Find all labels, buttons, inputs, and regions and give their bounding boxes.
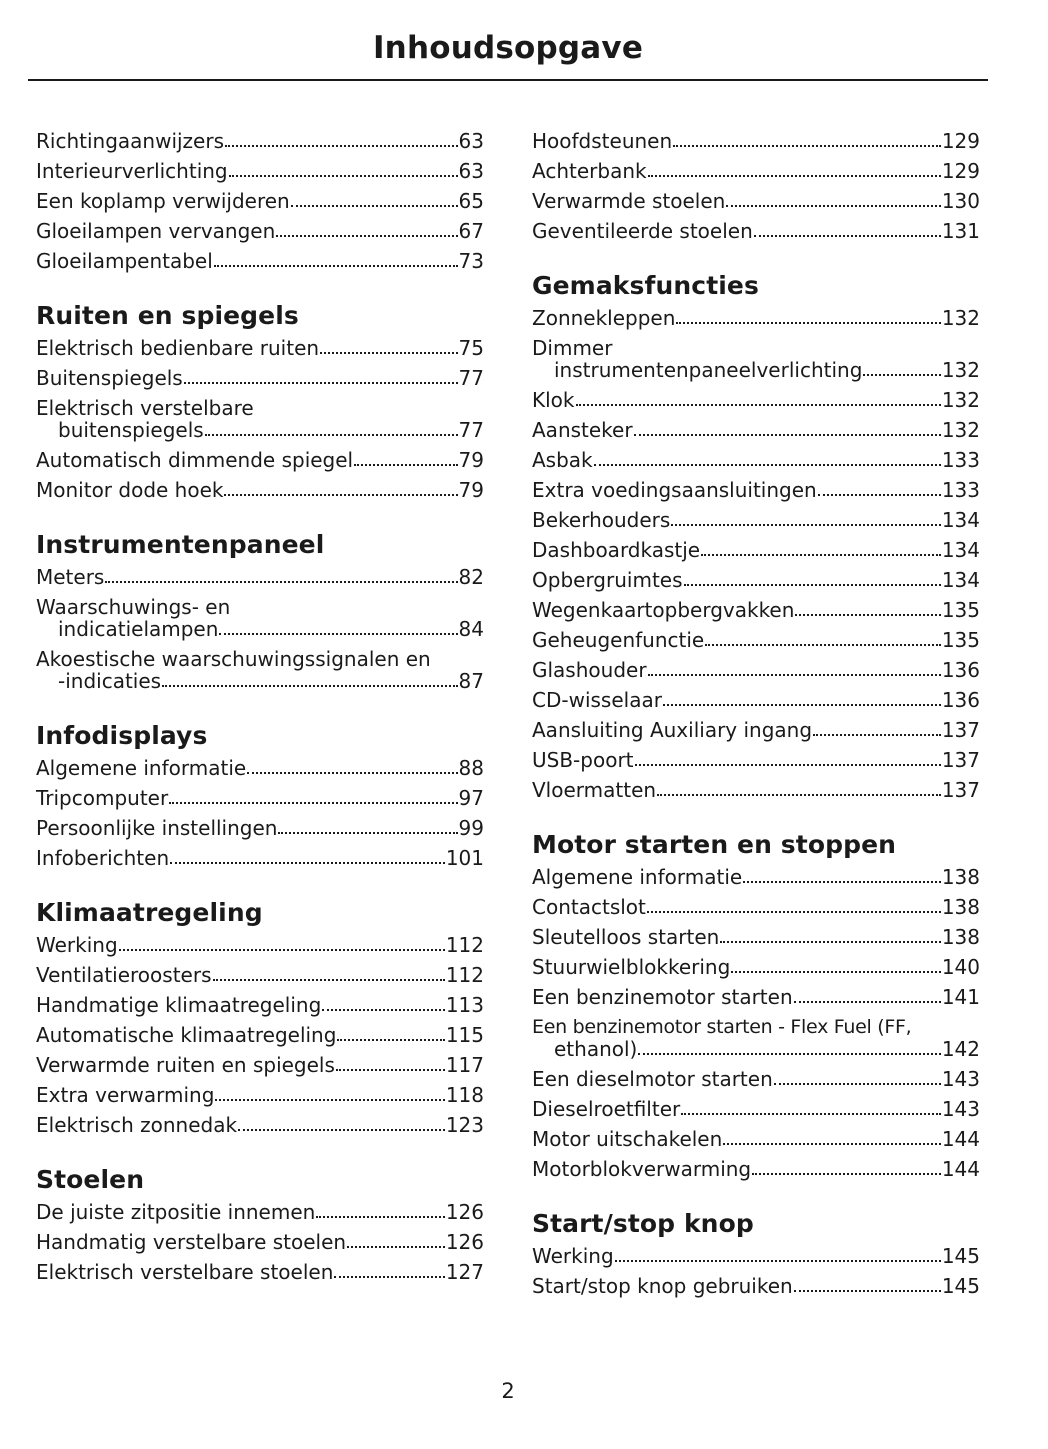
toc-entry[interactable] (532, 415, 980, 445)
entry-page: 127 (445, 1260, 484, 1284)
toc-entry[interactable] (532, 186, 980, 216)
entry-label: Elektrisch verstelbare stoelen (36, 1260, 334, 1284)
entry-label: Handmatige klimaatregeling (36, 993, 322, 1017)
entry-page: 143 (941, 1067, 980, 1091)
entry-page: 135 (941, 598, 980, 622)
entry-label: Wegenkaartopbergvakken (532, 598, 795, 622)
entry-page: 136 (941, 658, 980, 682)
entry-label: Verwarmde stoelen (532, 189, 726, 213)
entry-label: Zonnekleppen (532, 306, 676, 330)
entry-label: Klok (532, 388, 575, 412)
entry-label: Hoofdsteunen (532, 129, 673, 153)
leader-dots (354, 464, 457, 466)
leader-dots (594, 464, 941, 466)
entry-label: Meters (36, 565, 105, 589)
leader-dots (213, 979, 445, 981)
entry-label: Werking (36, 933, 118, 957)
entry-label: Glashouder (532, 658, 647, 682)
entry-label: Automatisch dimmende spiegel (36, 448, 354, 472)
entry-page: 132 (941, 358, 980, 382)
entry-page: 115 (445, 1023, 484, 1047)
toc-entry[interactable] (36, 246, 484, 276)
entry-label: Aansluiting Auxiliary ingang (532, 718, 813, 742)
entry-label-line2: indicatielampen (58, 617, 219, 641)
toc-entry[interactable] (36, 930, 484, 960)
leader-dots (774, 1083, 941, 1085)
section-heading: Infodisplays (36, 721, 208, 750)
section-heading: Stoelen (36, 1165, 145, 1194)
toc-section-ruiten (36, 301, 484, 505)
toc-entry[interactable] (36, 1227, 484, 1257)
entry-label: Dieselroetfilter (532, 1097, 681, 1121)
toc-right-column (532, 126, 980, 1326)
entry-label: Een dieselmotor starten (532, 1067, 773, 1091)
entry-page: 133 (941, 478, 980, 502)
entry-label: De juiste zitpositie innemen (36, 1200, 316, 1224)
entry-label: CD-wisselaar (532, 688, 662, 712)
leader-dots (170, 862, 445, 864)
leader-dots (238, 1129, 445, 1131)
toc-entry[interactable] (36, 783, 484, 813)
toc-entry[interactable] (532, 952, 980, 982)
entry-label: Richtingaanwijzers (36, 129, 224, 153)
entry-label: Extra voedingsaansluitingen (532, 478, 817, 502)
entry-label: Motor uitschakelen (532, 1127, 723, 1151)
leader-dots (705, 644, 941, 646)
toc-section-seats-cont (532, 126, 980, 246)
leader-dots (863, 374, 940, 376)
leader-dots (225, 145, 458, 147)
toc-entry[interactable] (532, 1012, 980, 1064)
section-heading: Motor starten en stoppen (532, 830, 897, 859)
toc-entry[interactable] (36, 592, 484, 644)
toc-section-klimaat (36, 898, 484, 1140)
toc-entry[interactable] (532, 625, 980, 655)
entry-page: 145 (941, 1244, 980, 1268)
toc-entry[interactable] (532, 156, 980, 186)
entry-label: Verwarmde ruiten en spiegels (36, 1053, 335, 1077)
leader-dots (247, 772, 457, 774)
toc-entry[interactable] (532, 685, 980, 715)
entry-page: 134 (941, 538, 980, 562)
entry-page: 63 (458, 129, 484, 153)
entry-label: Stuurwielblokkering (532, 955, 731, 979)
leader-dots (347, 1246, 445, 1248)
toc-section-instrumenten (36, 530, 484, 696)
entry-label: Automatische klimaatregeling (36, 1023, 337, 1047)
entry-page: 112 (445, 963, 484, 987)
entry-page: 77 (458, 366, 484, 390)
toc-left-column (36, 126, 484, 1312)
toc-entry[interactable] (36, 126, 484, 156)
leader-dots (723, 1143, 941, 1145)
entry-page: 73 (458, 249, 484, 273)
entry-label: Persoonlijke instellingen (36, 816, 278, 840)
entry-label: Tripcomputer (36, 786, 169, 810)
leader-dots (336, 1069, 445, 1071)
entry-label: USB-poort (532, 748, 634, 772)
toc-entry[interactable] (36, 813, 484, 843)
entry-page: 135 (941, 628, 980, 652)
toc-entry[interactable] (36, 363, 484, 393)
entry-page: 133 (941, 448, 980, 472)
leader-dots (214, 265, 458, 267)
entry-label: Een koplamp verwijderen (36, 189, 290, 213)
entry-label: Start/stop knop gebruiken (532, 1274, 793, 1298)
entry-label: Bekerhouders (532, 508, 671, 532)
toc-entry[interactable] (36, 644, 484, 696)
toc-section-stoelen (36, 1165, 484, 1287)
leader-dots (647, 911, 941, 913)
toc-entry[interactable] (532, 982, 980, 1012)
toc-entry[interactable] (36, 1050, 484, 1080)
entry-label: Contactslot (532, 895, 646, 919)
leader-dots (316, 1216, 444, 1218)
entry-label: Elektrisch bedienbare ruiten (36, 336, 320, 360)
leader-dots (634, 434, 941, 436)
toc-entry[interactable] (36, 1257, 484, 1287)
entry-page: 101 (445, 846, 484, 870)
page-number: 2 (501, 1379, 515, 1403)
leader-dots (673, 145, 941, 147)
entry-page: 126 (445, 1200, 484, 1224)
leader-dots (752, 1173, 941, 1175)
toc-entry[interactable] (532, 475, 980, 505)
toc-entry[interactable] (532, 1271, 980, 1301)
entry-page: 82 (458, 565, 484, 589)
toc-entry[interactable] (36, 475, 484, 505)
leader-dots (291, 205, 458, 207)
entry-page: 145 (941, 1274, 980, 1298)
entry-page: 137 (941, 718, 980, 742)
leader-dots (657, 794, 941, 796)
toc-entry[interactable] (36, 186, 484, 216)
toc-entry[interactable] (532, 655, 980, 685)
entry-page: 126 (445, 1230, 484, 1254)
toc-entry[interactable] (532, 445, 980, 475)
toc-entry[interactable] (36, 562, 484, 592)
leader-dots (635, 764, 941, 766)
toc-entry[interactable] (532, 1241, 980, 1271)
toc-section-infodisplays (36, 721, 484, 873)
toc-entry[interactable] (532, 385, 980, 415)
entry-label: Gloeilampen vervangen (36, 219, 276, 243)
entry-label-line1: Akoestische waarschuwingssignalen en (36, 647, 431, 671)
entry-label-line1: Een benzinemotor starten - Flex Fuel (FF, (532, 1016, 912, 1038)
entry-page: 97 (458, 786, 484, 810)
toc-entry[interactable] (36, 156, 484, 186)
leader-dots (224, 494, 457, 496)
entry-page: 130 (941, 189, 980, 213)
entry-page: 79 (458, 478, 484, 502)
toc-section-lighting (36, 126, 484, 276)
toc-entry[interactable] (36, 333, 484, 363)
toc-entry[interactable] (532, 535, 980, 565)
entry-page: 112 (445, 933, 484, 957)
toc-entry[interactable] (532, 715, 980, 745)
toc-entry[interactable] (532, 216, 980, 246)
page-title: Inhoudsopgave (372, 30, 644, 66)
entry-page: 138 (941, 925, 980, 949)
leader-dots (576, 404, 941, 406)
leader-dots (219, 633, 457, 635)
entry-label: Een benzinemotor starten (532, 985, 793, 1009)
entry-page: 137 (941, 748, 980, 772)
entry-label-line2: ethanol) (554, 1037, 638, 1061)
toc-entry[interactable] (532, 303, 980, 333)
toc-entry[interactable] (36, 445, 484, 475)
entry-page: 117 (445, 1053, 484, 1077)
toc-entry[interactable] (532, 922, 980, 952)
toc-section-gemak (532, 271, 980, 805)
leader-dots (743, 881, 941, 883)
toc-entry[interactable] (532, 1124, 980, 1154)
entry-label: Buitenspiegels (36, 366, 183, 390)
toc-entry[interactable] (532, 1154, 980, 1184)
entry-label-line2: -indicaties (58, 669, 162, 693)
leader-dots (334, 1276, 444, 1278)
entry-label-line1: Waarschuwings- en (36, 595, 231, 619)
toc-entry[interactable] (532, 1094, 980, 1124)
entry-page: 65 (458, 189, 484, 213)
leader-dots (794, 1290, 941, 1292)
entry-page: 75 (458, 336, 484, 360)
entry-label: Achterbank (532, 159, 647, 183)
entry-label: Ventilatieroosters (36, 963, 212, 987)
entry-label: Opbergruimtes (532, 568, 683, 592)
entry-label: Vloermatten (532, 778, 657, 802)
toc-entry[interactable] (36, 393, 484, 445)
entry-page: 118 (445, 1083, 484, 1107)
leader-dots (119, 949, 445, 951)
toc-entry[interactable] (36, 216, 484, 246)
leader-dots (671, 524, 941, 526)
entry-label: Algemene informatie (532, 865, 743, 889)
section-heading: Ruiten en spiegels (36, 301, 299, 330)
entry-page: 137 (941, 778, 980, 802)
entry-page: 144 (941, 1157, 980, 1181)
leader-dots (676, 322, 940, 324)
toc-entry[interactable] (36, 1080, 484, 1110)
leader-dots (648, 175, 941, 177)
entry-label: Handmatig verstelbare stoelen (36, 1230, 347, 1254)
leader-dots (754, 235, 941, 237)
toc-entry[interactable] (36, 1110, 484, 1140)
entry-page: 99 (458, 816, 484, 840)
entry-label: Monitor dode hoek (36, 478, 224, 502)
entry-page: 132 (941, 388, 980, 412)
entry-label: Dashboardkastje (532, 538, 701, 562)
toc-entry[interactable] (36, 960, 484, 990)
leader-dots (169, 802, 457, 804)
toc-entry[interactable] (532, 333, 980, 385)
leader-dots (684, 584, 941, 586)
entry-page: 144 (941, 1127, 980, 1151)
entry-page: 123 (445, 1113, 484, 1137)
leader-dots (615, 1260, 941, 1262)
toc-entry[interactable] (532, 565, 980, 595)
entry-page: 138 (941, 865, 980, 889)
toc-entry[interactable] (532, 126, 980, 156)
entry-page: 88 (458, 756, 484, 780)
leader-dots (648, 674, 941, 676)
leader-dots (205, 434, 458, 436)
entry-page: 77 (458, 418, 484, 442)
toc-section-motor (532, 830, 980, 1184)
entry-page: 136 (941, 688, 980, 712)
entry-page: 87 (458, 669, 484, 693)
entry-page: 134 (941, 508, 980, 532)
leader-dots (322, 1009, 445, 1011)
leader-dots (795, 614, 940, 616)
leader-dots (701, 554, 941, 556)
entry-page: 113 (445, 993, 484, 1017)
entry-page: 67 (458, 219, 484, 243)
toc-entry[interactable] (36, 753, 484, 783)
entry-page: 84 (458, 617, 484, 641)
toc-entry[interactable] (36, 1020, 484, 1050)
entry-label: Werking (532, 1244, 614, 1268)
leader-dots (813, 734, 941, 736)
entry-label: Gloeilampentabel (36, 249, 213, 273)
entry-label: Motorblokverwarming (532, 1157, 752, 1181)
leader-dots (726, 205, 940, 207)
toc-entry[interactable] (532, 505, 980, 535)
toc-section-startstop (532, 1209, 980, 1301)
entry-page: 141 (941, 985, 980, 1009)
toc-entry[interactable] (532, 595, 980, 625)
entry-label-line1: Elektrisch verstelbare (36, 396, 254, 420)
entry-page: 138 (941, 895, 980, 919)
title-divider (28, 79, 988, 81)
leader-dots (663, 704, 941, 706)
leader-dots (638, 1053, 940, 1055)
leader-dots (320, 352, 457, 354)
toc-entry[interactable] (36, 1197, 484, 1227)
section-heading: Gemaksfuncties (532, 271, 759, 300)
section-heading: Start/stop knop (532, 1209, 754, 1238)
entry-label: Interieurverlichting (36, 159, 228, 183)
leader-dots (105, 581, 457, 583)
leader-dots (681, 1113, 941, 1115)
leader-dots (276, 235, 457, 237)
leader-dots (162, 685, 457, 687)
entry-page: 63 (458, 159, 484, 183)
toc-entry[interactable] (532, 862, 980, 892)
toc-entry[interactable] (532, 892, 980, 922)
entry-page: 142 (941, 1037, 980, 1061)
entry-page: 129 (941, 129, 980, 153)
entry-label: Extra verwarming (36, 1083, 215, 1107)
leader-dots (337, 1039, 444, 1041)
entry-label-line1: Dimmer (532, 336, 613, 360)
entry-label-line2: buitenspiegels (58, 418, 204, 442)
leader-dots (731, 971, 941, 973)
section-heading: Klimaatregeling (36, 898, 263, 927)
toc-entry[interactable] (532, 775, 980, 805)
toc-entry[interactable] (532, 745, 980, 775)
entry-page: 134 (941, 568, 980, 592)
section-heading: Instrumentenpaneel (36, 530, 325, 559)
entry-page: 143 (941, 1097, 980, 1121)
leader-dots (229, 175, 458, 177)
entry-page: 132 (941, 306, 980, 330)
leader-dots (278, 832, 457, 834)
entry-label: Algemene informatie (36, 756, 247, 780)
leader-dots (720, 941, 941, 943)
toc-entry[interactable] (36, 843, 484, 873)
entry-label: Elektrisch zonnedak (36, 1113, 238, 1137)
entry-label: Infoberichten (36, 846, 170, 870)
entry-label: Geventileerde stoelen (532, 219, 753, 243)
entry-label-line2: instrumentenpaneelverlichting (554, 358, 863, 382)
leader-dots (818, 494, 941, 496)
entry-page: 132 (941, 418, 980, 442)
entry-page: 79 (458, 448, 484, 472)
leader-dots (215, 1099, 444, 1101)
entry-label: Aansteker (532, 418, 633, 442)
entry-page: 131 (941, 219, 980, 243)
entry-page: 140 (941, 955, 980, 979)
entry-label: Geheugenfunctie (532, 628, 705, 652)
leader-dots (184, 382, 458, 384)
entry-label: Asbak (532, 448, 593, 472)
leader-dots (794, 1001, 941, 1003)
entry-page: 129 (941, 159, 980, 183)
toc-entry[interactable] (36, 990, 484, 1020)
toc-entry[interactable] (532, 1064, 980, 1094)
entry-label: Sleutelloos starten (532, 925, 720, 949)
